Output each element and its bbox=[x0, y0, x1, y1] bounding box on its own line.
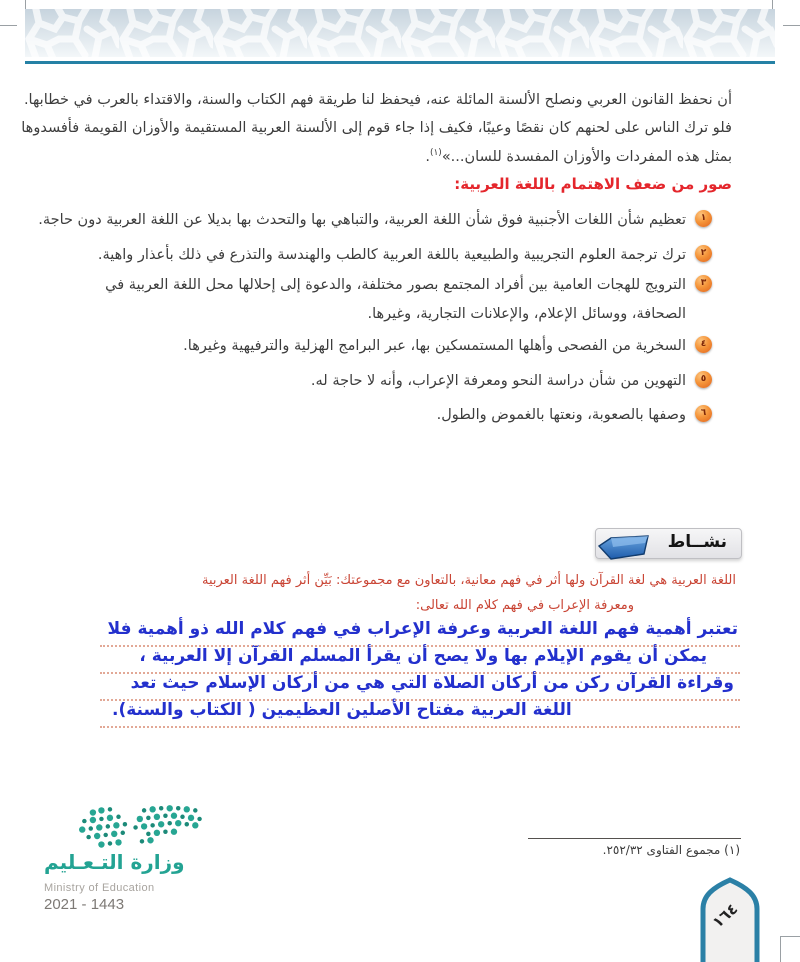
crop-mark-bottom-right-h bbox=[780, 936, 800, 937]
activity-answer-line: تعتبر أهمية فهم اللغة العربية وعرفة الإعراب في فهم كلام الله ذو أهمية فلا bbox=[107, 619, 738, 639]
ministry-of-education-logo bbox=[30, 798, 220, 923]
list-number-badge: ٦ bbox=[695, 405, 712, 422]
moe-logo-arabic-wordmark: وزارة التـعـليم bbox=[44, 850, 185, 874]
list-item-text: وصفها بالصعوبة، ونعتها بالغموض والطول. bbox=[436, 407, 686, 423]
paragraph-line bbox=[425, 148, 732, 165]
paragraph-line: أن نحفظ القانون العربي ونصلح الألسنة المائلة عنه، فيحفظ لنا طريقة فهم الكتاب والسنة، والاقتداء بالعرب في خطابها. bbox=[23, 92, 732, 108]
list-number-badge: ٢ bbox=[695, 245, 712, 262]
header-rule bbox=[25, 61, 775, 64]
activity-answer-line: يمكن أن يقوم الإيلام بها ولا يصح أن يقرأ المسلم القرآن إلا العربية ، bbox=[139, 646, 707, 666]
paragraph-line-text: بمثل هذه المفردات والأوزان المفسدة للسان...» bbox=[441, 149, 732, 165]
crop-mark-bottom-right-v bbox=[780, 936, 781, 962]
list-item-text: تعظيم شأن اللغات الأجنبية فوق شأن اللغة العربية، والتباهي بها والتحدث بها بديلا عن اللغة العربية دون حاجة. bbox=[38, 212, 686, 228]
list-item-text: السخرية من الفصحى وأهلها المستمسكين بها، عبر البرامج الهزلية والترفيهية وغيرها. bbox=[183, 338, 686, 354]
list-item bbox=[86, 271, 712, 329]
activity-prompt-line: ومعرفة الإعراب في فهم كلام الله تعالى: bbox=[415, 598, 634, 613]
section-heading: صور من ضعف الاهتمام باللغة العربية: bbox=[454, 175, 732, 193]
list-item bbox=[86, 367, 712, 396]
list-item bbox=[38, 206, 712, 235]
paragraph-line-period: . bbox=[425, 149, 430, 165]
header-ornament-band bbox=[25, 9, 775, 57]
activity-answer-line: اللغة العربية مفتاح الأصلين العظيمين ( الكتاب والسنة). bbox=[112, 700, 572, 720]
answer-dotted-line bbox=[100, 726, 740, 728]
list-item bbox=[86, 332, 712, 361]
moe-logo-english-wordmark: Ministry of Education bbox=[44, 882, 155, 894]
activity-answer-line: وقراءة القرآن ركن من أركان الصلاة التي هي من أركان الإسلام حيث تعد bbox=[130, 673, 734, 693]
activity-prompt-line: اللغة العربية هي لغة القرآن ولها أثر في فهم معانية، بالتعاون مع مجموعتك: بَيِّن أثر فهم اللغة العربية bbox=[201, 573, 736, 588]
activity-arrow-icon bbox=[599, 534, 651, 566]
geometric-pattern-art bbox=[25, 9, 775, 57]
crop-mark-top-left-h bbox=[0, 25, 17, 26]
list-item-text: الترويج للهجات العامية بين أفراد المجتمع بصور مختلفة، والدعوة إلى إحلالها محل اللغة العربية في الصحافة، ووسائل الإعلام، والإعلانات التجارية، وغيرها. bbox=[105, 277, 686, 322]
list-number-badge: ١ bbox=[695, 210, 712, 227]
list-item bbox=[86, 401, 712, 430]
list-number-badge: ٤ bbox=[695, 336, 712, 353]
page-number: ١٦٤ bbox=[708, 899, 742, 932]
moe-logo-dots-icon bbox=[75, 804, 210, 852]
list-number-badge: ٣ bbox=[695, 275, 712, 292]
page-number-bookmark bbox=[697, 876, 763, 962]
list-number-badge: ٥ bbox=[695, 371, 712, 388]
list-item bbox=[86, 241, 712, 270]
list-item-text: التهوين من شأن دراسة النحو ومعرفة الإعراب، وأنه لا حاجة له. bbox=[310, 373, 686, 389]
crop-mark-top-right-h bbox=[783, 25, 800, 26]
footnote-text: (١) مجموع الفتاوى ٢٥٢/٣٢. bbox=[602, 843, 740, 857]
activity-tab bbox=[595, 528, 742, 559]
list-item-text: ترك ترجمة العلوم التجريبية والطبيعية باللغة العربية كالطب والهندسة والتذرع في ذلك بأعذار واهية. bbox=[97, 247, 686, 263]
activity-label: نشــاط bbox=[667, 532, 727, 552]
paragraph-line: فلو ترك الناس على لحنهم كان نقصًا وعيبًا، فكيف إذا جاء قوم إلى الألسنة العربية المستقيمة والأوزان القويمة فأفسدوها bbox=[21, 120, 732, 136]
footnote-ref-marker: (١) bbox=[429, 148, 442, 158]
footnote-rule bbox=[528, 838, 741, 839]
moe-logo-years: 2021 - 1443 bbox=[44, 896, 125, 913]
